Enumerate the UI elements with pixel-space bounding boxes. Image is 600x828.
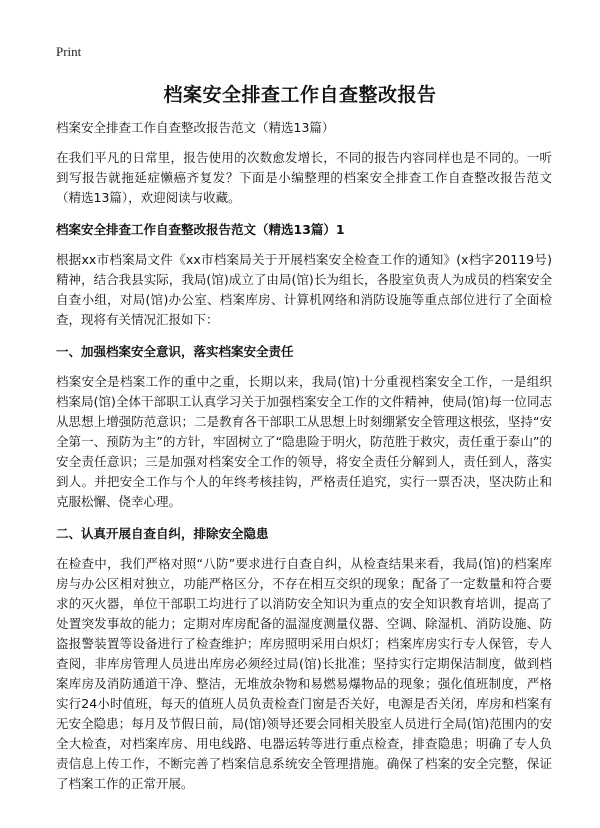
- intro-paragraph: 在我们平凡的日常里，报告使用的次数愈发增长，不同的报告内容同样也是不同的。一听到写报告就拖延症懒癌齐复发？下面是小编整理的档案安全排查工作自查整改报告范文（精选13篇），欢迎阅读与收藏。: [56, 150, 552, 205]
- print-label: Print: [56, 44, 82, 59]
- section1-paragraph: 档案安全是档案工作的重中之重，长期以来，我局(馆)十分重视档案安全工作，一是组织档案局(馆)全体干部职工认真学习关于加强档案安全工作的文件精神，使局(馆)每一位同志从思想上增强防范意识；二是教育各干部职工从思想上时刻绷紧安全管理这根弦，坚持“安全第一、预防为主”的方针，牢固树立了“隐患险于明火，防范胜于救灾，责任重于泰山”的安全责任意识；三是加强对档案安全工作的领导，将安全责任分解到人，责任到人，落实到人。并把安全工作与个人的年终考核挂钩，严格责任追究，实行一票否决，坚决防止和克服松懈、侥幸心理。: [56, 374, 552, 509]
- section2-paragraph: 在检查中，我们严格对照“八防”要求进行自查自纠，从检查结果来看，我局(馆)的档案库房与办公区相对独立，功能严格区分，不存在相互交织的现象；配备了一定数量和符合要求的灭火器，单位干部职工均进行了以消防安全知识为重点的安全知识教育培训，提高了处置突发事故的能力；定期对库房配备的温湿度测量仪器、空调、除湿机、消防设施、防盗报警装置等设备进行了检查维护；库房照明采用白炽灯；档案库房实行专人保管，专人查阅，非库房管理人员进出库房必须经过局(馆)长批准；坚持实行定期保洁制度，做到档案库房及消防通道干净、整洁，无堆放杂物和易燃易爆物品的现象；强化值班制度，严格实行24小时值班，每天的值班人员负责检查门窗是否关好，电源是否关闭，库房和档案有无安全隐患；每月及节假日前，局(馆)领导还要会同相关股室人员进行全局(馆)范围内的安全大检查，对档案库房、用电线路、电器运转等进行重点检查，排查隐患；明确了专人负责信息上传工作，不断完善了档案信息系统安全管理措施。确保了档案的安全完整，保证了档案工作的正常开展。: [56, 556, 552, 791]
- section1-heading: 一、加强档案安全意识，落实档案安全责任: [56, 344, 294, 359]
- article-heading: 档案安全排查工作自查整改报告范文（精选13篇）1: [56, 222, 345, 237]
- document-body: [56, 118, 552, 804]
- section2-heading: 二、认真开展自查自纠，排除安全隐患: [56, 526, 269, 541]
- document-title: 档案安全排查工作自查整改报告: [163, 84, 437, 106]
- document-subtitle: 档案安全排查工作自查整改报告范文（精选13篇）: [56, 120, 335, 135]
- article-intro-paragraph: 根据xx市档案局文件《xx市档案局关于开展档案安全检查工作的通知》(x档字20119号)精神，结合我县实际，我局(馆)成立了由局(馆)长为组长，各股室负责人为成员的档案安全自查小组，对局(馆)办公室、档案库房、计算机网络和消防设施等重点部位进行了全面检查，现将有关情况汇报如下：: [56, 252, 552, 327]
